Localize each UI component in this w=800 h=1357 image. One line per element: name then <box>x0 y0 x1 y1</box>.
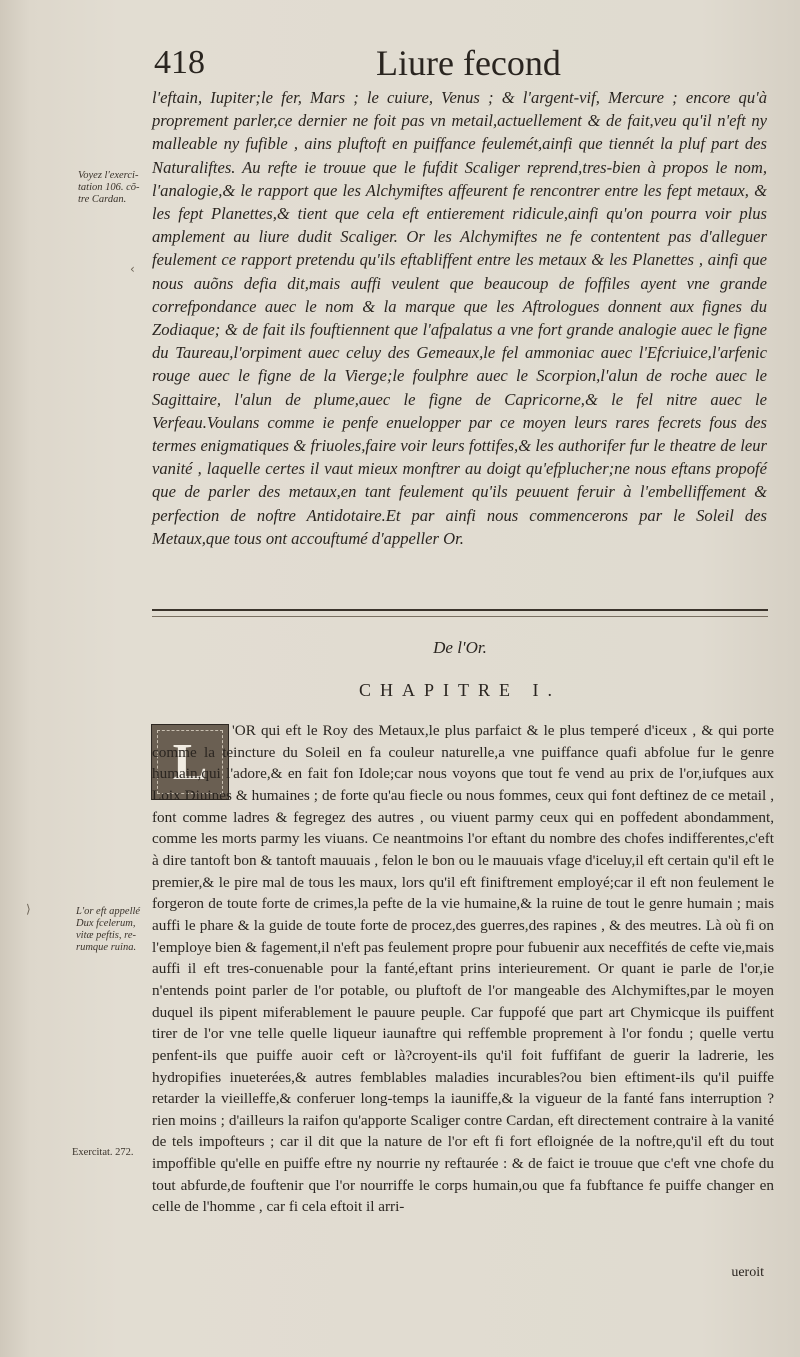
page-number: 418 <box>154 44 205 81</box>
margin-note-exercitation: Voyez l'exerci-tation 106. cõ-tre Cardan. <box>78 170 140 205</box>
drop-cap-letter: L <box>172 733 208 791</box>
running-title: Liure fecond <box>376 43 561 83</box>
section-heading: De l'Or. <box>433 638 487 657</box>
page-header <box>150 38 750 88</box>
margin-bracket-mark: ‹ <box>130 262 135 276</box>
catchword: ueroit <box>731 1265 764 1280</box>
chapter-body <box>152 720 774 1218</box>
italic-paragraph-block <box>152 86 767 550</box>
margin-note-exercitat: Exercitat. 272. <box>72 1147 134 1158</box>
italic-paragraph: l'eftain, Iupiter;le fer, Mars ; le cuiure, Venus ; & l'argent-vif, Mercure ; encore qu'à proprement parler,ce dernier ne foit pas vn metail,actuellement & de fait,veu qu'il n'eft ny malleable ny fufible , ains pluftoft en puiffance feulemét,ainfi que tiennét la pluf part des Naturaliftes. Au refte ie trouue que le fufdit Scaliger reprend,tres-bien à propos le nom, l'analogie,& le rapport que les Alchymiftes affeurent fe rencontrer entre les fept metaux, & les fept Planettes,& tient que cela eft entierement ridicule,ainfi qu'on pourra voir plus amplement au liure dudit Scaliger. Or les Alchymiftes ne fe contentent pas d'alleguer feulement ce rapport pretendu qu'ils eftabliffent entre les metaux & les Planettes , ainfi que nous auõns defia dit,mais auffi veulent que beaucoup de foffiles ayent vne grande correfpondance auec le nom & la marque que les Aftrologues donnent aux fignes du Zodiaque; & de fait ils fouftiennent que l'afpalatus a vne fort grande analogie auec le figne du Taureau,l'orpiment auec celuy des Gemeaux,le fel ammoniac auec l'Efcriuice,l'arfenic rouge auec le figne de la Vierge;le foulphre auec le Scorpion,l'alun de roche auec le Sagittaire, l'alun de plume,auec le figne de Capricorne,& le fel nitre auec le Verfeau.Voulans comme ie penfe enuelopper par ce moyen leurs rares fecrets fous des termes enigmatiques & friuoles,faire voir leurs fottifes,& les authorifer fur le theatre de leur vanité , laquelle certes il vaut mieux monftrer au doigt qu'efplucher;ne nous eftans propofé que de parler des metaux,en tant feulement qu'ils peuuent feruir à l'embelliffement & perfection de noftre Antidotaire.Et par ainfi nous commencerons par le Soleil des Metaux,que tous ont accouftumé d'appeller Or. <box>152 88 767 548</box>
section-divider-rule <box>152 609 768 611</box>
section-divider-rule-thin <box>152 616 768 617</box>
margin-hand-mark: ⟩ <box>26 902 31 916</box>
body-paragraph: 'OR qui eft le Roy des Metaux,le plus parfaict & le plus temperé d'iceux , & qui porte comme la teincture du Soleil en fa couleur naturelle,a vne puiffance quafi abfolue fur le genre humain,qui l'adore,& en fait fon Idole;car nous voyons que tout fe vend au prix de l'or,iufques aux Loix Diuines & humaines ; de forte qu'au fiecle ou nous fommes, ceux qui font deftinez de ce metail , font comme ladres & fegregez des autres , ou viuent parmy ceux qui en poffedent abondamment, comme les morts parmy les viuans. Ce neantmoins l'or eftant du nombre des chofes indifferentes,c'eft à dire tantoft bon & tantoft mauuais , felon le bon ou le mauuais vfage d'iceluy,il eft certain qu'il eft le premier,& le pire mal de tous les maux, lors qu'il eft finiftrement employé;car il eft non feulement le forgeron de toute forte de crimes,la pefte de la vie humaine,& la ruine de tout le genre humain ; mais auffi le phare & la guide de toute forte de procez,des guerres,des rapines , & des meutres. Là où fi on l'employe bien & fagement,il n'eft pas feulement propre pour fubuenir aux neceffités de cefte vie,mais auffi il eft tres-conuenable pour la fanté,eftant prins interieurement. Or quant ie parle de l'or,ie n'entends point parler de l'or potable, ou pluftoft de l'or mangeable des Alchymiftes,par le moyen duquel ils pipent miferablement le pauure peuple. Car fuppofé que part art Chymicque ils puiffent tirer de l'or vne telle quelle liqueur iaunaftre qui reffemble proprement à l'or fondu ; quelle vertu penfent-ils que puiffe auoir ceft or là?croyent-ils qu'il foit fuffifant de guerir la ladrerie, les hydropifies inueterées,& autres femblables maladies incurables?ou bien eftiment-ils qu'il puiffe retarder la vieilleffe,& conferuer long-temps la iauniffe,& la vigueur de la fanté fans interruption ? rien moins ; d'ailleurs la raifon qu'apporte Scaliger contre Cardan, eft directement contraire à la vanité de tels impofteurs ; car il dit que la nature de l'or eft fi fort efloignée de la noftre,qu'il eft du tout impoffible qu'elle en puiffe eftre ny nourrie ny reftaurée : & de faict ie trouue que c'eft vne chofe du tout abfurde,de fouftenir que l'or nourriffe le corps humain,ou que fa fubftance fe puiffe changer en celle de l'homme , car fi cela eftoit il arri- <box>152 722 774 1216</box>
margin-note-gold: L'or eft appellé Dux fcelerum, vitæ peftis, re-rumque ruina. <box>76 906 141 953</box>
chapter-heading: CHAPITRE I. <box>359 680 561 700</box>
